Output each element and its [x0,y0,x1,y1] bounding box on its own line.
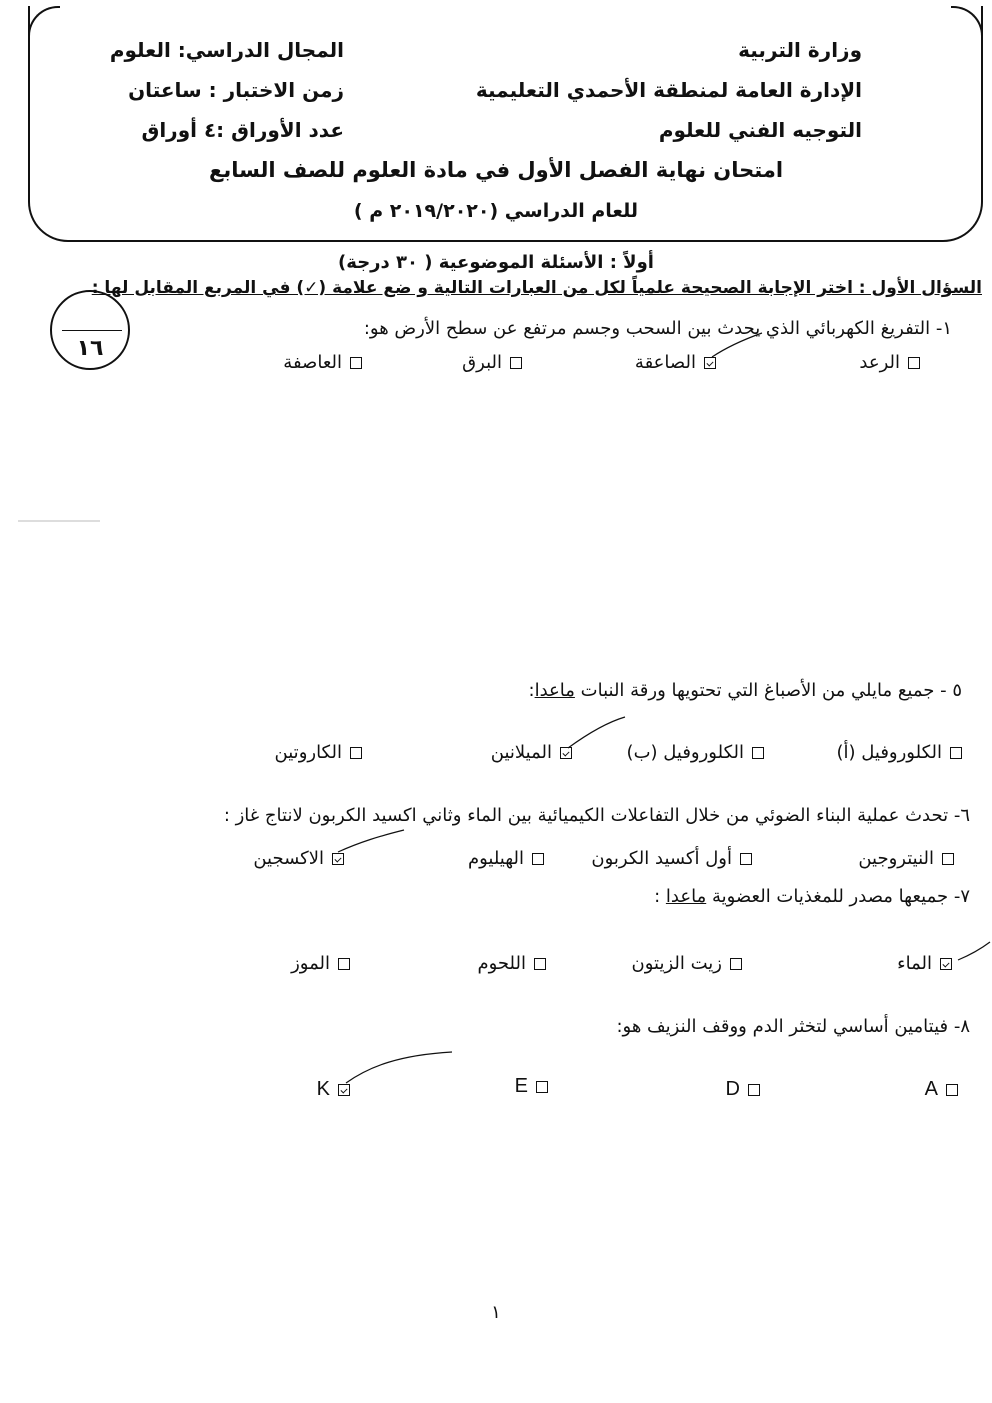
pen-stroke [958,942,990,960]
q5-option-2[interactable]: الكلوروفيل (ب) [627,742,764,763]
question-5-text: ٥ - جميع مايلي من الأصباغ التي تحتويها ورقة النبات ماعدا: [528,680,962,701]
q7-option-4[interactable]: الموز [291,953,350,974]
question-7-text: ٧- جميعها مصدر للمغذيات العضوية ماعدا : [654,886,970,907]
q1-option-3[interactable]: البرق [462,352,522,373]
q5-option-4[interactable]: الكاروتين [275,742,362,763]
question-1-text: ١- التفريغ الكهربائي الذي يحدث بين السحب وجسم مرتفع عن سطح الأرض هو: [363,318,952,339]
q8-option-4[interactable]: K [317,1078,350,1101]
q8-option-2[interactable]: D [726,1078,760,1101]
q8-option-3[interactable]: E [515,1075,548,1098]
q8-option-1[interactable]: A [925,1078,958,1101]
q5-option-3[interactable]: الميلانين [491,742,572,763]
q6-option-2[interactable]: أول أكسيد الكربون [591,848,752,869]
page-count: عدد الأوراق :٤ أوراق [141,118,344,142]
q7-option-2[interactable]: زيت الزيتون [632,953,742,974]
q6-option-1[interactable]: النيتروجين [858,848,954,869]
ministry-name: وزارة التربية [738,38,862,62]
academic-year: للعام الدراسي (٢٠١٩/٢٠٢٠ م ) [353,200,639,222]
pen-stroke [338,830,404,852]
q7-option-1[interactable]: الماء [897,953,952,974]
exam-duration: زمن الاختبار : ساعتان [128,78,344,102]
q1-option-1[interactable]: الرعد [859,352,920,373]
score-value: ١٦ [76,336,104,361]
question-instruction: السؤال الأول : اختر الإجابة الصحيحة علمياً لكل من العبارات التالية و ضع علامة (✓) في المربع المقابل لها : [91,278,982,298]
district-name: الإدارة العامة لمنطقة الأحمدي التعليمية [475,78,862,102]
emphasis-word: ماعدا [534,680,575,701]
question-6-text: ٦- تحدث عملية البناء الضوئي من خلال التفاعلات الكيميائية بين الماء وثاني اكسيد الكربون لانتاج غاز : [223,805,970,826]
q6-option-4[interactable]: الاكسجين [253,848,344,869]
pen-stroke [346,1052,452,1083]
q1-option-2[interactable]: الصاعقة [635,352,716,373]
emphasis-word: ماعدا [665,886,707,907]
exam-title: امتحان نهاية الفصل الأول في مادة العلوم للصف السابع [208,158,784,182]
question-8-text: ٨- فيتامين أساسي لتخثر الدم ووقف النزيف هو: [616,1016,970,1037]
q7-option-3[interactable]: اللحوم [477,953,546,974]
pen-stroke [712,333,762,357]
section-title: أولاً : الأسئلة الموضوعية ( ٣٠ درجة) [338,252,654,273]
q1-option-4[interactable]: العاصفة [283,352,362,373]
pen-stroke [568,717,625,748]
page-number: ١ [491,1302,501,1323]
q6-option-3[interactable]: الهيليوم [468,848,544,869]
q5-option-1[interactable]: الكلوروفيل (أ) [836,742,962,763]
department-name: التوجيه الفني للعلوم [658,118,862,142]
subject-field: المجال الدراسي: العلوم [109,38,344,62]
